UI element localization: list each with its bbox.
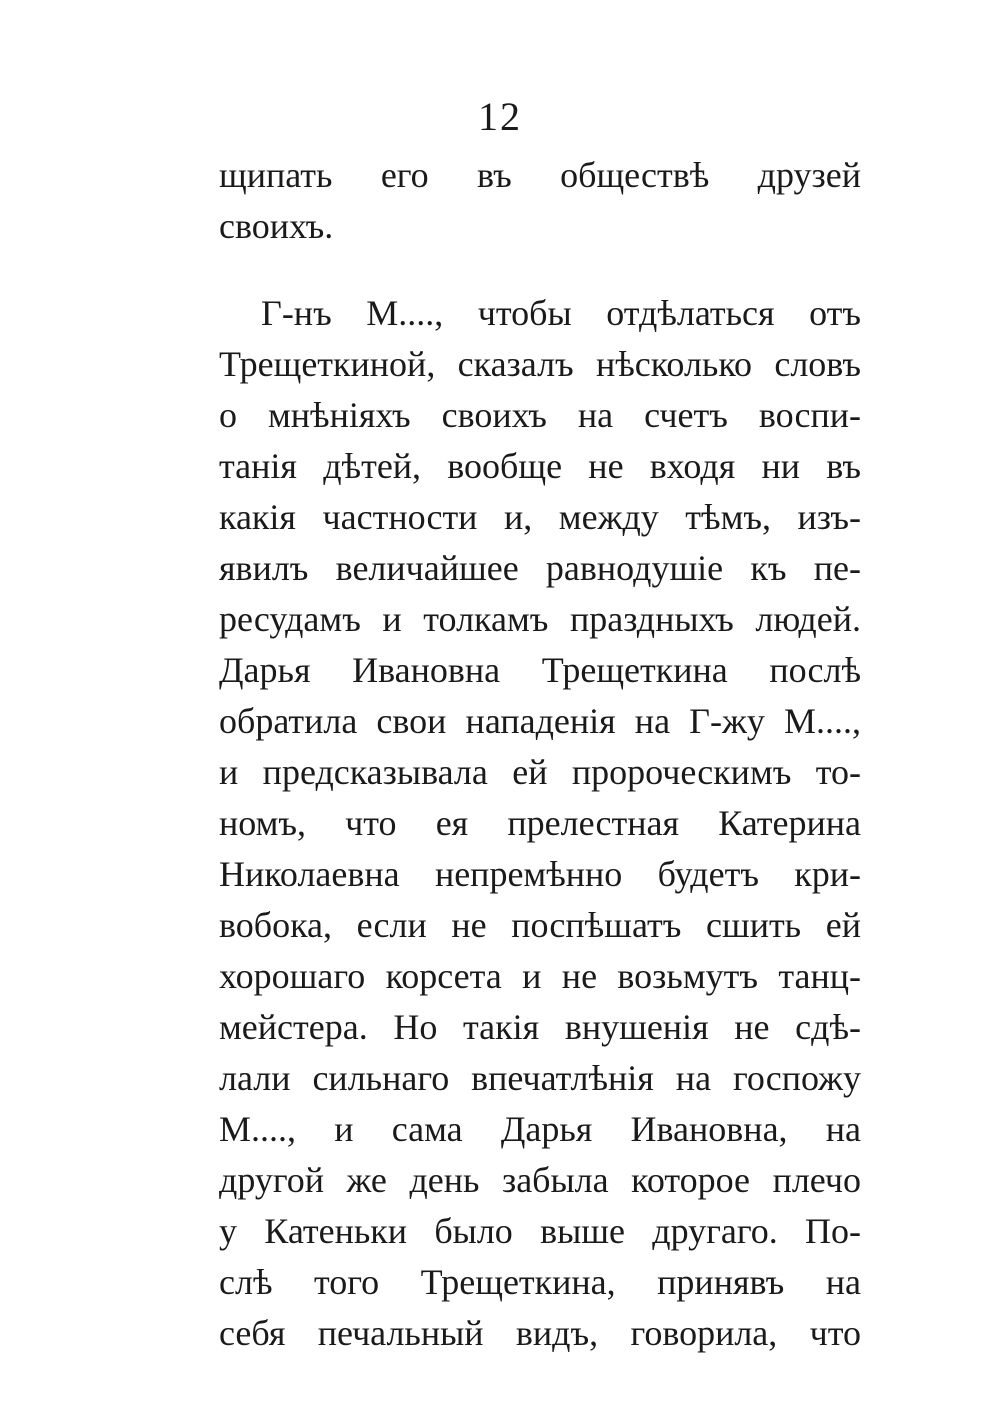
text-line: Трещеткиной, сказалъ нѣсколько словъ [219, 344, 861, 384]
text-line: явилъ величайшее равнодушіе къ пе- [219, 548, 861, 588]
text-line: лали сильнаго впечатлѣнія на госпожу [219, 1058, 861, 1098]
text-line: себя печальный видъ, говорила, что [219, 1313, 861, 1353]
text-line: Г-нъ М...., чтобы отдѣлаться отъ [261, 293, 861, 333]
text-line: ресудамъ и толкамъ праздныхъ людей. [219, 599, 861, 639]
text-line: у Катеньки было выше другаго. По- [219, 1211, 861, 1251]
text-line: своихъ. [219, 206, 334, 246]
text-line: М...., и сама Дарья Ивановна, на [219, 1109, 861, 1149]
text-line: другой же день забыла которое плечо [219, 1160, 861, 1200]
text-line: танія дѣтей, вообще не входя ни въ [219, 446, 861, 486]
text-line: щипать его въ обществѣ друзей [219, 155, 861, 195]
text-line: хорошаго корсета и не возьмутъ танц- [219, 956, 861, 996]
text-line: вобока, если не поспѣшатъ сшить ей [219, 905, 861, 945]
text-line: слѣ того Трещеткина, принявъ на [219, 1262, 861, 1302]
text-line: Николаевна непремѣнно будетъ кри- [219, 854, 861, 894]
text-line: о мнѣніяхъ своихъ на счетъ воспи- [219, 395, 861, 435]
page-number: 12 [478, 94, 522, 139]
text-line: мейстера. Но такія внушенія не сдѣ- [219, 1007, 861, 1047]
text-line: номъ, что ея прелестная Катерина [219, 803, 861, 843]
text-line: какія частности и, между тѣмъ, изъ- [219, 497, 861, 537]
paragraph-main [219, 288, 861, 1359]
text-line: обратила свои нападенія на Г-жу М...., [219, 701, 861, 741]
text-line: и предсказывала ей пророческимъ то- [219, 752, 861, 792]
text-line: Дарья Ивановна Трещеткина послѣ [219, 650, 861, 690]
paragraph-continuation [219, 150, 861, 252]
